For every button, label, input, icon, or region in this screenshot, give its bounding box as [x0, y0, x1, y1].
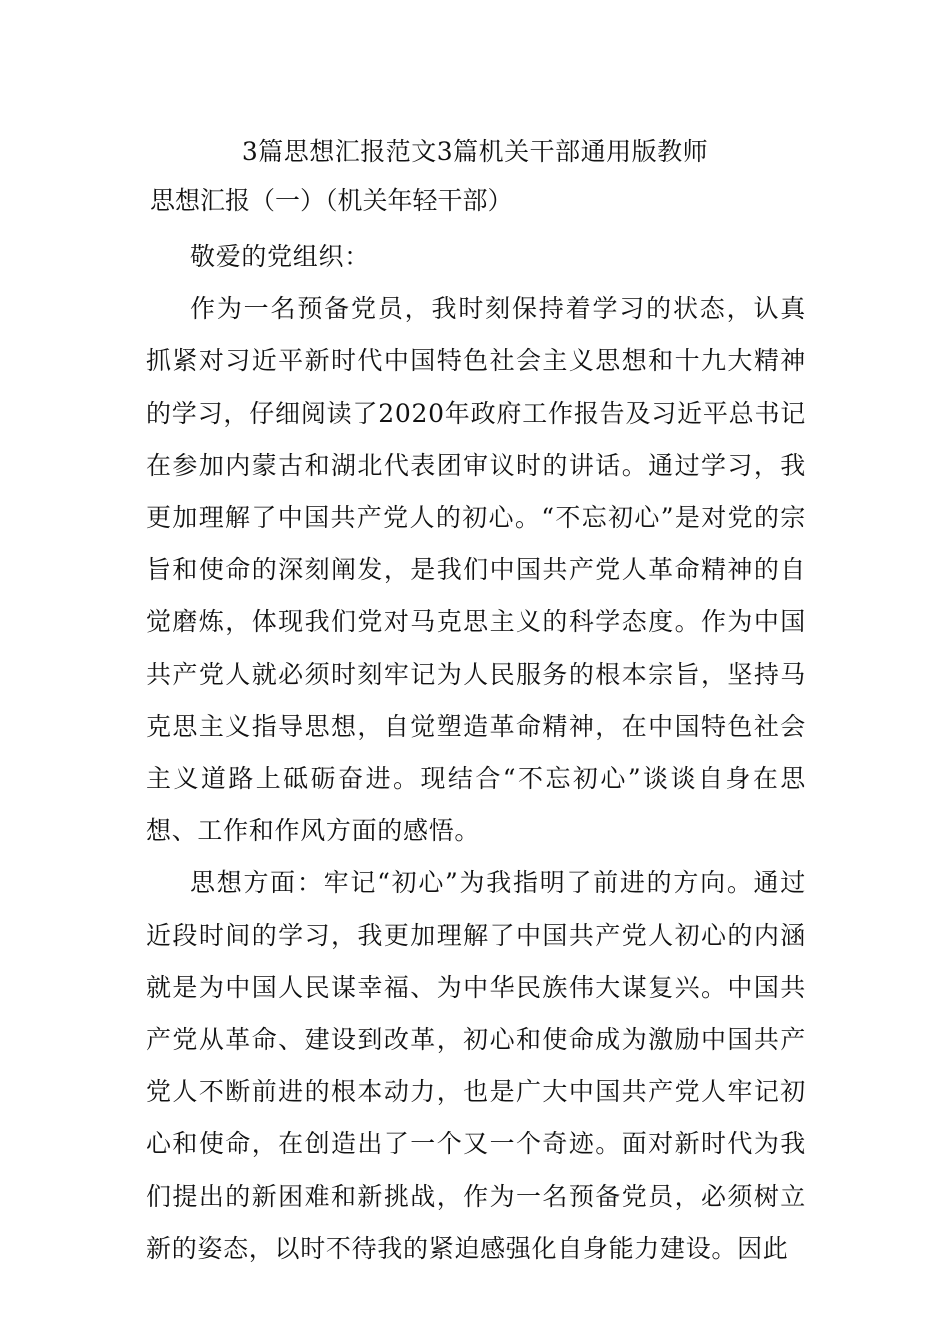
salutation: 敬爱的党组织： — [190, 242, 370, 271]
paragraph-2: 思想方面：牢记“初心”为我指明了前进的方向。通过近段时间的学习，我更加理解了中国共产党人初心的内涵就是为中国人民谋幸福、为中华民族伟大谋复兴。中国共产党从革命、建设到改革，初心和使命成为激励中国共产党人不断前进的根本动力，也是广大中国共产党人牢记初心和使命，在创造出了一个又一个奇迹。面对新时代为我们提出的新困难和新挑战，作为一名预备党员，必须树立新的姿态，以时不待我的紧迫感强化自身能力建设。因此 — [146, 868, 806, 1263]
document-title: 3篇思想汇报范文3篇机关干部通用版教师 — [241, 137, 709, 166]
document-body — [146, 231, 806, 1275]
document-subtitle: 思想汇报（一）（机关年轻干部） — [150, 186, 513, 215]
paragraph-1: 作为一名预备党员，我时刻保持着学习的状态，认真抓紧对习近平新时代中国特色社会主义思想和十九大精神的学习，仔细阅读了2020年政府工作报告及习近平总书记在参加内蒙古和湖北代表团审议时的讲话。通过学习，我更加理解了中国共产党人的初心。“不忘初心”是对党的宗旨和使命的深刻阐发，是我们中国共产党人革命精神的自觉磨炼，体现我们党对马克思主义的科学态度。作为中国共产党人就必须时刻牢记为人民服务的根本宗旨，坚持马克思主义指导思想，自觉塑造革命精神，在中国特色社会主义道路上砥砺奋进。现结合“不忘初心”谈谈自身在思想、工作和作风方面的感悟。 — [146, 294, 806, 846]
